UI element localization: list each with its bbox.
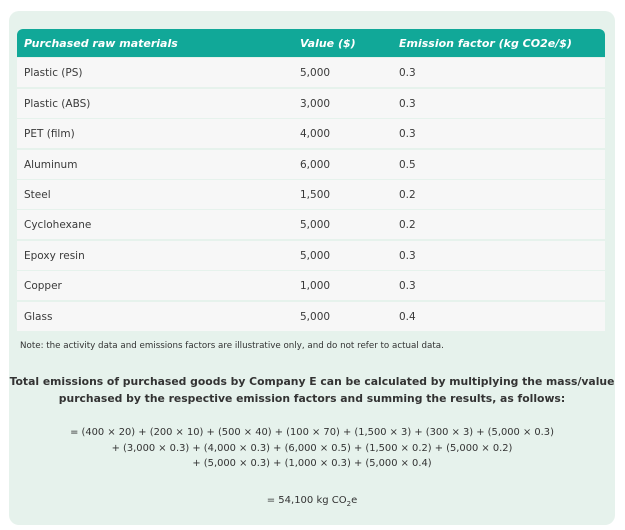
cell-material: Aluminum <box>24 158 78 171</box>
cell-factor: 0.3 <box>399 280 416 293</box>
cell-factor: 0.2 <box>399 219 416 232</box>
table-row <box>17 302 605 331</box>
summary-line: Total emissions of purchased goods by Company E can be calculated by multiplying the mass/value <box>9 375 615 388</box>
cell-material: Plastic (ABS) <box>24 97 91 110</box>
table-row <box>17 180 605 209</box>
table-header <box>17 29 605 57</box>
cell-factor: 0.3 <box>399 128 416 141</box>
calculation-formula <box>9 425 615 472</box>
table-row <box>17 58 605 87</box>
cell-factor: 0.3 <box>399 67 416 80</box>
cell-material: Copper <box>24 280 62 293</box>
materials-table <box>17 29 605 331</box>
cell-factor: 0.5 <box>399 158 416 171</box>
cell-value: 5,000 <box>300 310 331 323</box>
total-result <box>9 495 615 508</box>
disclaimer-note: Note: the activity data and emissions factors are illustrative only, and do not refer to actual data. <box>20 341 444 351</box>
cell-factor: 0.2 <box>399 188 416 201</box>
cell-value: 1,500 <box>300 188 331 201</box>
header-value: Value ($) <box>300 37 356 50</box>
header-material: Purchased raw materials <box>24 37 178 50</box>
content-panel <box>9 11 615 525</box>
cell-value: 6,000 <box>300 158 331 171</box>
formula-line: = (400 × 20) + (200 × 10) + (500 × 40) + (100 × 70) + (1,500 × 3) + (300 × 3) + (5,000 × 0.3) <box>70 427 554 438</box>
result-prefix: = 54,100 kg CO <box>266 495 347 506</box>
table-row <box>17 210 605 239</box>
cell-value: 5,000 <box>300 249 331 262</box>
result-suffix: e <box>351 495 358 506</box>
cell-material: Epoxy resin <box>24 249 85 262</box>
table-row <box>17 241 605 270</box>
summary-line: purchased by the respective emission factors and summing the results, as follows: <box>58 392 566 405</box>
cell-factor: 0.3 <box>399 97 416 110</box>
cell-material: Plastic (PS) <box>24 67 83 80</box>
table-row <box>17 119 605 148</box>
cell-factor: 0.4 <box>399 310 416 323</box>
result-subscript: 2 <box>346 500 352 508</box>
table-row <box>17 89 605 118</box>
summary-text <box>9 373 615 407</box>
formula-line: + (5,000 × 0.3) + (1,000 × 0.3) + (5,000 × 0.4) <box>192 458 432 469</box>
cell-value: 1,000 <box>300 280 331 293</box>
cell-factor: 0.3 <box>399 249 416 262</box>
cell-value: 5,000 <box>300 67 331 80</box>
cell-material: Cyclohexane <box>24 219 92 232</box>
header-emission-factor: Emission factor (kg CO2e/$) <box>399 37 572 50</box>
formula-line: + (3,000 × 0.3) + (4,000 × 0.3) + (6,000 × 0.5) + (1,500 × 0.2) + (5,000 × 0.2) <box>111 442 513 454</box>
cell-value: 4,000 <box>300 128 331 141</box>
cell-value: 3,000 <box>300 97 331 110</box>
cell-material: PET (film) <box>24 128 75 141</box>
cell-value: 5,000 <box>300 219 331 232</box>
table-row <box>17 271 605 300</box>
cell-material: Steel <box>24 188 51 201</box>
table-row <box>17 150 605 179</box>
cell-material: Glass <box>24 310 53 323</box>
